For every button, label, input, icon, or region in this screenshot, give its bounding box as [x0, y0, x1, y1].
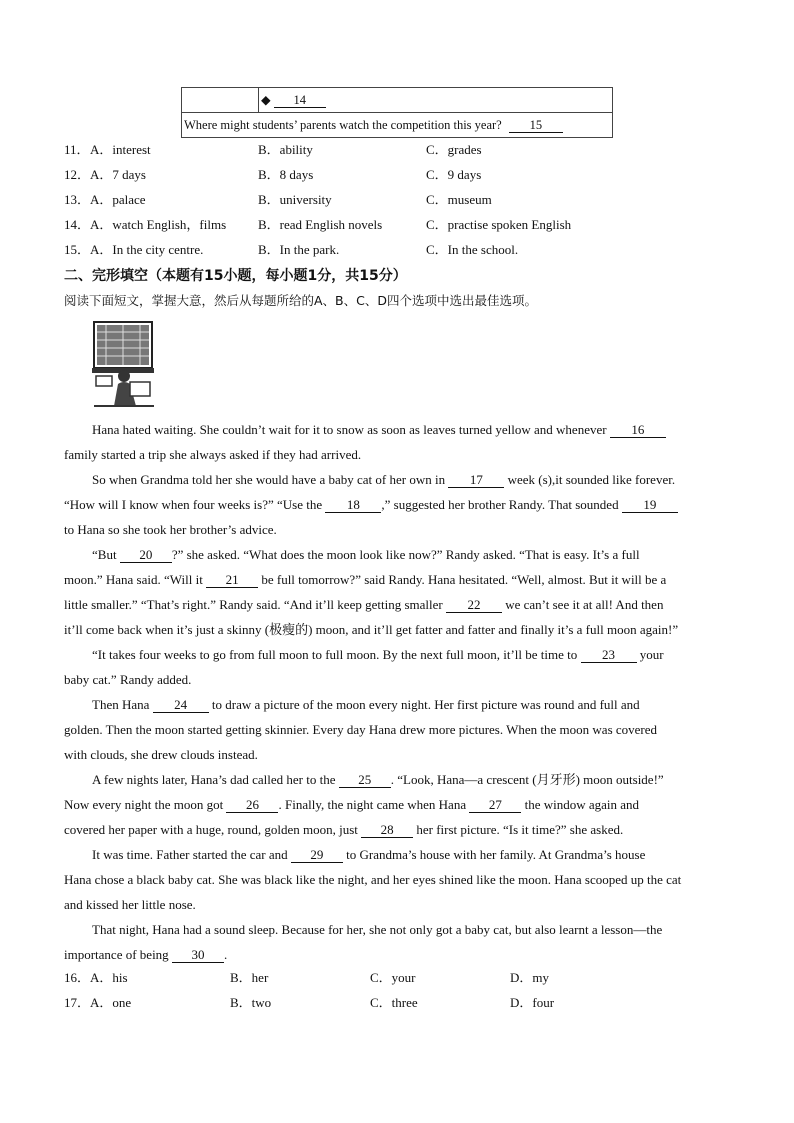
blank-19: 19	[622, 498, 678, 513]
option-b[interactable]: B．8 days	[258, 167, 314, 182]
blank-24: 24	[153, 698, 209, 713]
girl-at-window-illustration-icon	[92, 320, 156, 408]
blank-27: 27	[469, 798, 521, 813]
option-b[interactable]: B．university	[258, 192, 332, 207]
table-question: Where might students’ parents watch the competition this year?	[184, 117, 502, 132]
option-a[interactable]: A．7 days	[90, 167, 146, 182]
passage-line: So when Grandma told her she would have a baby cat of her own in 17 week (s),it sounded like forever.	[92, 472, 676, 487]
option-a[interactable]: A．palace	[90, 192, 146, 207]
option-d[interactable]: D．four	[510, 995, 555, 1010]
option-c[interactable]: C．practise spoken English	[426, 217, 572, 232]
passage-line: Hana hated waiting. She couldn’t wait for it to snow as soon as leaves turned yellow and whenever 16	[64, 417, 734, 442]
option-d[interactable]: D．my	[510, 970, 550, 985]
passage-line: baby cat.” Randy added.	[64, 672, 192, 687]
blank-16: 16	[610, 423, 666, 438]
cloze-passage	[64, 417, 734, 967]
passage-line: That night, Hana had a sound sleep. Because for her, she not only got a baby cat, but also learnt a lesson—the	[92, 922, 663, 937]
blank-23: 23	[581, 648, 637, 663]
passage-line: importance of being 30 .	[64, 947, 228, 962]
passage-line: Then Hana 24 to draw a picture of the moon every night. Her first picture was round and full and	[92, 697, 640, 712]
question-number: 14．	[64, 217, 91, 232]
blank-26: 26	[226, 798, 278, 813]
passage-line: it’ll come back when it’s just a skinny (极瘦的) moon, and it’ll get fatter and fatter and finally it’s a full moon again!”	[64, 622, 679, 637]
question-number: 15．	[64, 242, 91, 257]
table-cell-blank-14	[259, 88, 613, 113]
option-c[interactable]: C．9 days	[426, 167, 482, 182]
blank-29: 29	[291, 848, 343, 863]
question-number: 16．	[64, 970, 91, 985]
option-b[interactable]: B．read English novels	[258, 217, 383, 232]
passage-line: family started a trip she always asked if they had arrived.	[64, 447, 362, 462]
option-a[interactable]: A．watch English，films	[90, 217, 227, 232]
question-number: 12．	[64, 167, 91, 182]
passage-line: with clouds, she drew clouds instead.	[64, 747, 258, 762]
passage-line: covered her paper with a huge, round, golden moon, just 28 her first picture. “Is it time?” she asked.	[64, 822, 624, 837]
passage-line: to Hana so she took her brother’s advice.	[64, 522, 277, 537]
passage-line: Hana chose a black baby cat. She was black like the night, and her eyes shined like the moon. Hana scooped up the cat	[64, 872, 682, 887]
option-b[interactable]: B．In the park.	[258, 242, 340, 257]
passage-line: little smaller.” “That’s right.” Randy said. “And it’ll keep getting smaller 22 we can’t see it at all! And then	[64, 597, 664, 612]
option-c[interactable]: C．your	[370, 970, 416, 985]
option-c[interactable]: C．museum	[426, 192, 492, 207]
blank-14: 14	[274, 93, 326, 108]
passage-line: Now every night the moon got 26 . Finally, the night came when Hana 27 the window again and	[64, 797, 640, 812]
passage-line: It was time. Father started the car and 29 to Grandma’s house with her family. At Grandma’s house	[92, 847, 646, 862]
passage-line: moon.” Hana said. “Will it 21 be full tomorrow?” said Randy. Hana hesitated. “Well, almost. But it will be a	[64, 572, 667, 587]
question-number: 13．	[64, 192, 91, 207]
passage-line: golden. Then the moon started getting skinnier. Every day Hana drew more pictures. When the moon was covered	[64, 722, 658, 737]
section-instruction: 阅读下面短文，掌握大意，然后从每题所给的A、B、C、D四个选项中选出最佳选项。	[64, 293, 537, 308]
diamond-bullet-icon: ◆	[261, 93, 271, 107]
option-b[interactable]: B．ability	[258, 142, 313, 157]
option-c[interactable]: C．three	[370, 995, 418, 1010]
blank-25: 25	[339, 773, 391, 788]
passage-line: “It takes four weeks to go from full moon to full moon. By the next full moon, it’ll be time to 23 your	[92, 647, 664, 662]
blank-18: 18	[325, 498, 381, 513]
option-b[interactable]: B．her	[230, 970, 269, 985]
blank-22: 22	[446, 598, 502, 613]
option-b[interactable]: B．two	[230, 995, 272, 1010]
option-c[interactable]: C．In the school.	[426, 242, 519, 257]
blank-17: 17	[448, 473, 504, 488]
passage-line: “But 20 ?” she asked. “What does the moon look like now?” Randy asked. “That is easy. It’s a full	[92, 547, 640, 562]
option-a[interactable]: A．one	[90, 995, 132, 1010]
table-cell-empty	[182, 88, 259, 113]
passage-line: and kissed her little nose.	[64, 897, 196, 912]
blank-15: 15	[509, 118, 563, 133]
table-cell-question	[182, 113, 613, 138]
blank-20: 20	[120, 548, 172, 563]
info-table	[181, 87, 613, 138]
passage-line: “How will I know when four weeks is?” “Use the 18 ,” suggested her brother Randy. That sounded 19	[64, 492, 734, 517]
option-c[interactable]: C．grades	[426, 142, 482, 157]
question-number: 17．	[64, 995, 91, 1010]
blank-21: 21	[206, 573, 258, 588]
option-a[interactable]: A．his	[90, 970, 128, 985]
option-a[interactable]: A．interest	[90, 142, 151, 157]
passage-line: A few nights later, Hana’s dad called her to the 25 . “Look, Hana—a crescent (月牙形) moon outside!”	[92, 772, 664, 787]
blank-30: 30	[172, 948, 224, 963]
option-a[interactable]: A．In the city centre.	[90, 242, 204, 257]
question-number: 11．	[64, 142, 90, 157]
section-title: 二、完形填空（本题有15小题，每小题1分，共15分）	[64, 268, 407, 284]
blank-28: 28	[361, 823, 413, 838]
